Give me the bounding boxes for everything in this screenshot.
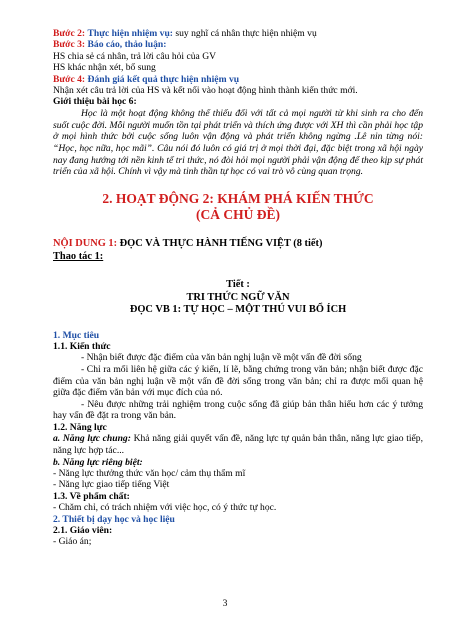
- lesson-title-1: TRI THỨC NGỮ VĂN: [186, 291, 290, 303]
- teacher-item-1: - Giáo án;: [53, 536, 92, 548]
- step-2-title: Thực hiện nhiệm vụ:: [87, 28, 173, 39]
- step-2-label: Bước 2:: [53, 28, 86, 39]
- specific-competence-item-1: - Năng lực thưởng thức văn học/ cảm thụ thẩm mĩ: [53, 467, 246, 479]
- step-4-text: Nhận xét câu trả lời của HS và kết nối vào hoạt động hình thành kiến thức mới.: [53, 85, 358, 97]
- document-page: [53, 28, 423, 548]
- page-number: 3: [222, 598, 228, 609]
- general-competence-text: Khả năng giải quyết vấn đề, năng lực tự quản bản thân, năng lực giao tiếp, năng lực hợp tác...: [53, 433, 423, 456]
- general-competence: [53, 433, 423, 456]
- content-label: NỘI DUNG 1:: [53, 238, 118, 250]
- teacher-heading: 2.1. Giáo viên:: [53, 524, 113, 536]
- knowledge-item-1: - Nhận biết được đặc điểm của văn bản nghị luận về một vấn đề đời sống: [81, 352, 362, 364]
- quality-heading: 1.3. Về phẩm chất:: [53, 490, 130, 502]
- step-3-text-2: HS khác nhận xét, bổ sung: [53, 62, 156, 74]
- content-text: ĐỌC VÀ THỰC HÀNH TIẾNG VIỆT (8 tiết): [117, 238, 323, 250]
- lesson-title-2: ĐỌC VB 1: TỰ HỌC – MỘT THÚ VUI BỔ ÍCH: [129, 304, 347, 316]
- period-label: Tiết :: [226, 279, 250, 291]
- knowledge-heading: 1.1. Kiến thức: [53, 340, 111, 352]
- step-3-label: Bước 3:: [53, 39, 86, 51]
- step-4-label: Bước 4:: [53, 73, 86, 85]
- step-2-line: [53, 28, 423, 39]
- step-3-title: Báo cáo, thảo luận:: [87, 39, 167, 51]
- competence-heading: 1.2. Năng lực: [53, 421, 107, 433]
- specific-competence-heading: b. Năng lực riêng biệt:: [53, 456, 143, 468]
- step-3-text-1: HS chia sẻ cá nhân, trả lời câu hỏi của GV: [53, 50, 217, 62]
- equipment-heading: 2. Thiết bị dạy học và học liệu: [53, 513, 175, 525]
- step-4-title: Đánh giá kết quả thực hiện nhiệm vụ: [87, 73, 240, 85]
- knowledge-item-3: - Nêu được những trải nghiệm trong cuộc sống đã giúp bản thân hiểu hơn các ý tưởng hay vấn đề đặt ra trong văn bản.: [53, 398, 423, 422]
- step-2-text: suy nghĩ cá nhân thực hiện nhiệm vụ: [173, 28, 317, 39]
- intro-text: Học là một hoạt động không thể thiếu đối với tất cả mọi người từ khi sinh ra cho đến suốt cuộc đời. Mỗi người muốn tồn tại phát triển và thích ứng được với XH thì cần phải học tập ở mọi hình thức bởi cuộc sống luôn vận động và phát triển không ngừng .Lê nin từng nói: “Học, học nữa, học mãi”. Câu nói đó luôn có giá trị ở mọi thời đại, đặc biệt trong xã hội ngày nay đang hướng tới nền kinh tế tri thức, nó đòi hỏi mọi người phải vận động để theo kịp sự phát triển của xã hội. Chính vì vậy mà tinh thần tự học có vai trò vô cùng quan trọng.: [53, 107, 423, 178]
- objectives-heading: 1. Mục tiêu: [53, 329, 100, 341]
- operation-label: Thao tác 1:: [53, 250, 104, 262]
- intro-paragraph: [53, 108, 423, 178]
- quality-item-1: - Chăm chỉ, có trách nhiệm với việc học, có ý thức tự học.: [53, 502, 277, 514]
- intro-heading: Giới thiệu bài học 6:: [53, 96, 137, 108]
- step-4-line: [53, 74, 423, 85]
- knowledge-item-2: - Chỉ ra mối liên hệ giữa các ý kiến, lí lẽ, bằng chứng trong văn bản; nhận biết được đặc điểm của văn bản nghị luận về một vấn đề đời sống trong văn bản; chỉ ra được mối quan hệ giữa đặc điểm văn bản với mục đích của nó.: [53, 363, 423, 399]
- step-3-line: [53, 39, 423, 50]
- specific-competence-item-2: - Năng lực giao tiếp tiếng Việt: [53, 479, 170, 491]
- activity-heading-1: 2. HOẠT ĐỘNG 2: KHÁM PHÁ KIẾN THỨC: [102, 191, 374, 207]
- operation-heading: [53, 251, 423, 264]
- general-competence-label: a. Năng lực chung:: [53, 433, 131, 445]
- content-heading: [53, 238, 423, 251]
- activity-heading-2: (CẢ CHỦ ĐỀ): [196, 207, 280, 223]
